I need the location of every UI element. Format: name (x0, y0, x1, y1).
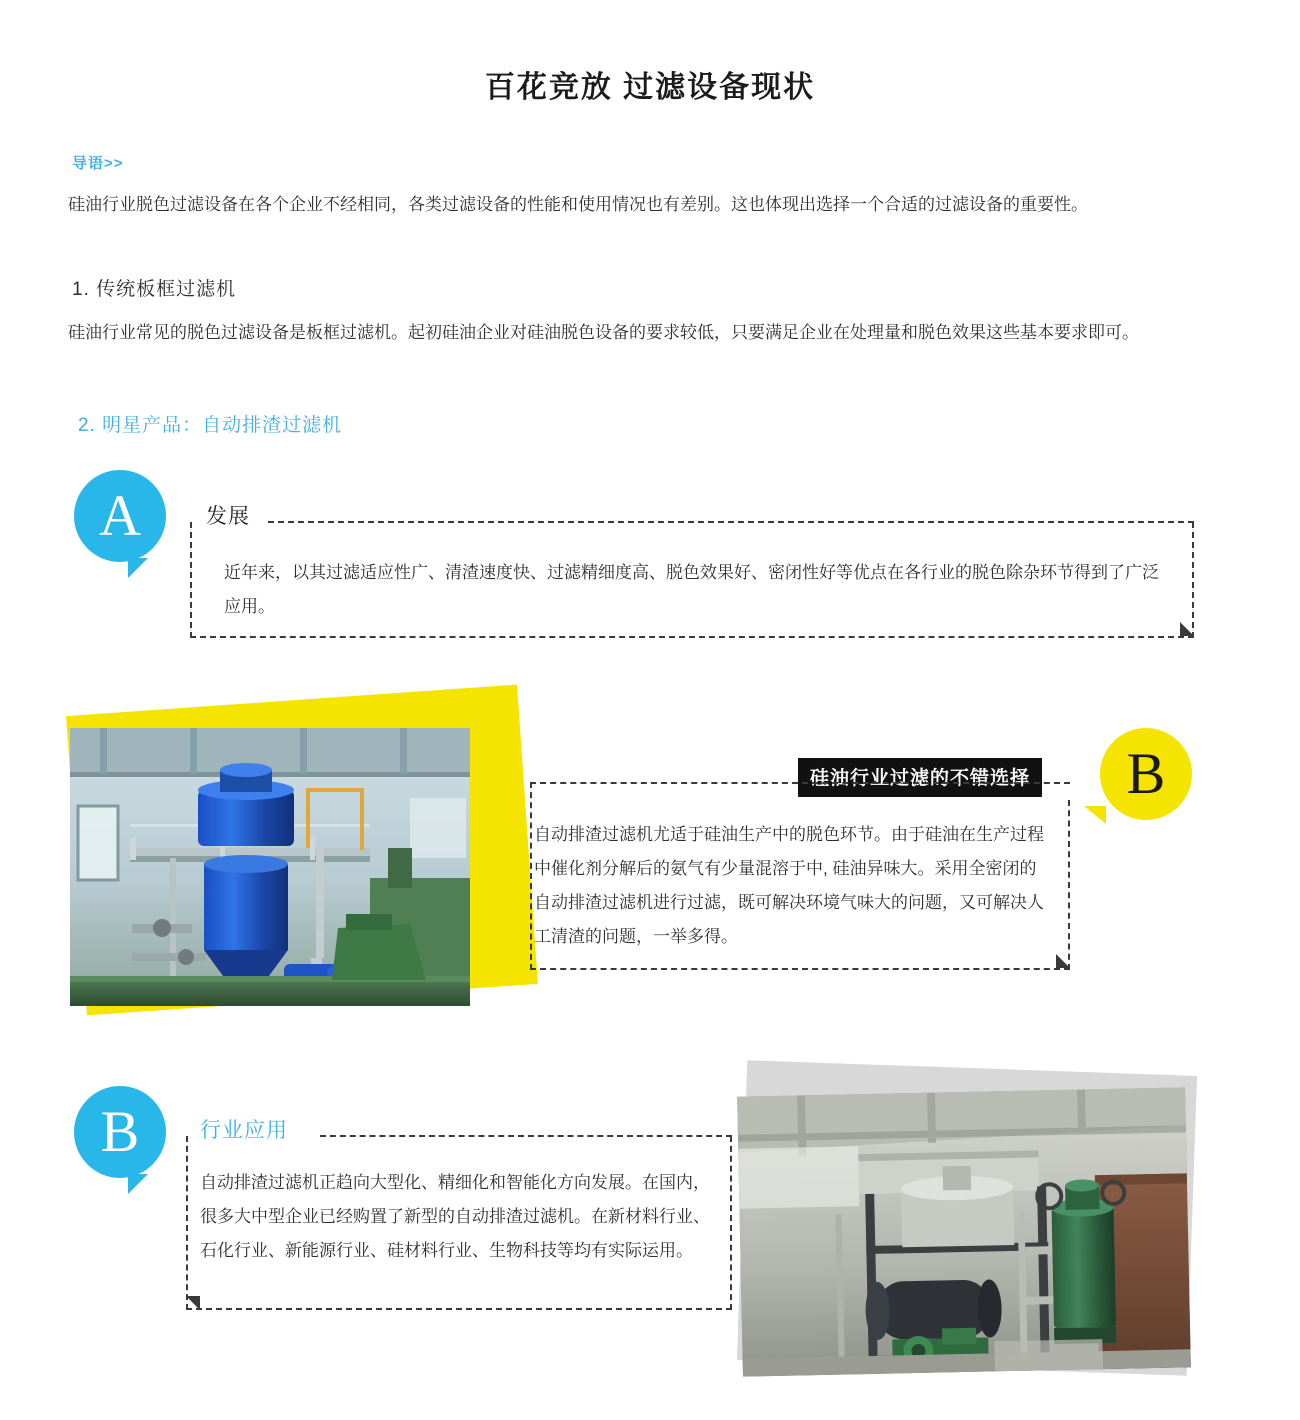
highlight-banner: 硅油行业过滤的不错选择 (798, 758, 1042, 797)
photo-2-illustration (737, 1087, 1191, 1376)
badge-b-bottom-tail (128, 1174, 148, 1194)
photo-1-filter-machine (70, 728, 470, 1006)
block-b1-frame-right (1068, 800, 1070, 970)
section-1-heading: 1. 传统板框过滤机 (72, 279, 237, 300)
badge-b-top (1100, 728, 1192, 820)
block-a-heading: 发展 (206, 505, 250, 528)
section-2-heading: 2. 明星产品：自动排渣过滤机 (78, 415, 343, 436)
badge-b-top-letter: B (1126, 741, 1166, 806)
badge-b-bottom-letter: B (100, 1099, 140, 1164)
badge-a-tail (128, 558, 148, 578)
block-a-paragraph: 近年来，以其过滤适应性广、清渣速度快、过滤精细度高、脱色效果好、密闭性好等优点在各行业的脱色除杂环节得到了广泛应用。 (224, 563, 1159, 616)
block-b2-corner-arrow (186, 1296, 200, 1310)
intro-label: 导语>> (72, 155, 124, 172)
block-b1-corner-arrow (1056, 954, 1070, 968)
badge-b-top-tail (1084, 806, 1106, 824)
block-b1-paragraph: 自动排渣过滤机尤适于硅油生产中的脱色环节。由于硅油在生产过程中催化剂分解后的氨气有少量混溶于中, 硅油异味大。采用全密闭的自动排渣过滤机进行过滤，既可解决环境气味大的问题，又可解决人工清渣的问题，一举多得。 (534, 825, 1044, 946)
section-1-paragraph: 硅油行业常见的脱色过滤设备是板框过滤机。起初硅油企业对硅油脱色设备的要求较低，只要满足企业在处理量和脱色效果这些基本要求即可。 (68, 323, 1139, 342)
intro-paragraph: 硅油行业脱色过滤设备在各个企业不经相同，各类过滤设备的性能和使用情况也有差别。这也体现出选择一个合适的过滤设备的重要性。 (68, 195, 1088, 214)
block-a-corner-arrow (1180, 622, 1194, 636)
block-b2-paragraph: 自动排渣过滤机正趋向大型化、精细化和智能化方向发展。在国内，很多大中型企业已经购置了新型的自动排渣过滤机。在新材料行业、石化行业、新能源行业、硅材料行业、生物科技等均有实际运用。 (200, 1173, 710, 1260)
badge-a (74, 470, 166, 562)
page-title: 百花竞放 过滤设备现状 (484, 71, 816, 104)
badge-b-bottom (74, 1086, 166, 1178)
photo-1-illustration (70, 728, 470, 1006)
block-b2-heading: 行业应用 (200, 1119, 288, 1142)
photo-2-filter-unit (737, 1087, 1191, 1376)
badge-a-letter: A (99, 483, 141, 548)
